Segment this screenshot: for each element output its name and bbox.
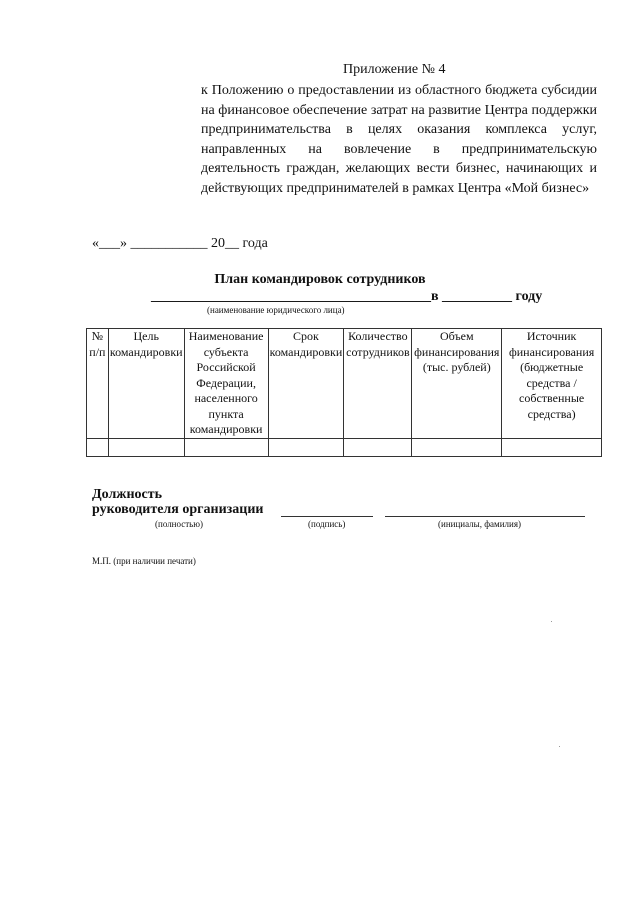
header-purpose: Цель командировки	[108, 329, 184, 439]
header-number: № п/п	[87, 329, 109, 439]
table-cell	[412, 438, 502, 456]
organization-line: ________________________________________в __________ году	[151, 289, 543, 304]
signature-title-line2: руководителя организации	[92, 502, 264, 517]
date-line: «___» ___________ 20__ года	[92, 236, 268, 251]
appendix-body: к Положению о предоставлении из областного бюджета субсидии на финансовое обеспечение затрат на развитие Центра поддержки предпринимательства в целях оказания комплекса услуг, направленных на вовлечение в предпринимательскую деятельность граждан, желающих вести бизнес, начинающих и действующих предпринимателей в рамках Центра «Мой бизнес»	[201, 83, 597, 196]
signature-title-line1: Должность	[92, 487, 163, 502]
table-row	[87, 438, 602, 456]
appendix-title: Приложение № 4	[343, 62, 446, 77]
header-funding-source: Источник финансирования (бюджетные средства / собственные средства)	[502, 329, 602, 439]
signature-line	[281, 515, 373, 517]
table-cell	[344, 438, 412, 456]
header-funding-amount: Объем финансирования (тыс. рублей)	[412, 329, 502, 439]
stamp-note: М.П. (при наличии печати)	[92, 556, 196, 566]
name-line	[385, 515, 585, 517]
plan-title: План командировок сотрудников	[214, 272, 426, 287]
caption-signature: (подпись)	[308, 519, 346, 529]
scan-speck	[551, 621, 552, 622]
header-employees: Количество сотрудников	[344, 329, 412, 439]
plan-table	[86, 328, 602, 457]
table-cell	[108, 438, 184, 456]
table-cell	[87, 438, 109, 456]
organization-caption: (наименование юридического лица)	[207, 305, 345, 315]
header-duration: Срок командировки	[268, 329, 344, 439]
table-cell	[502, 438, 602, 456]
caption-position: (полностью)	[155, 519, 203, 529]
table-cell	[184, 438, 268, 456]
table-cell	[268, 438, 344, 456]
caption-name: (инициалы, фамилия)	[438, 519, 521, 529]
header-location: Наименование субъекта Российской Федерации, населенного пункта командировки	[184, 329, 268, 439]
table-header-row	[87, 329, 602, 439]
scan-speck	[559, 746, 560, 747]
